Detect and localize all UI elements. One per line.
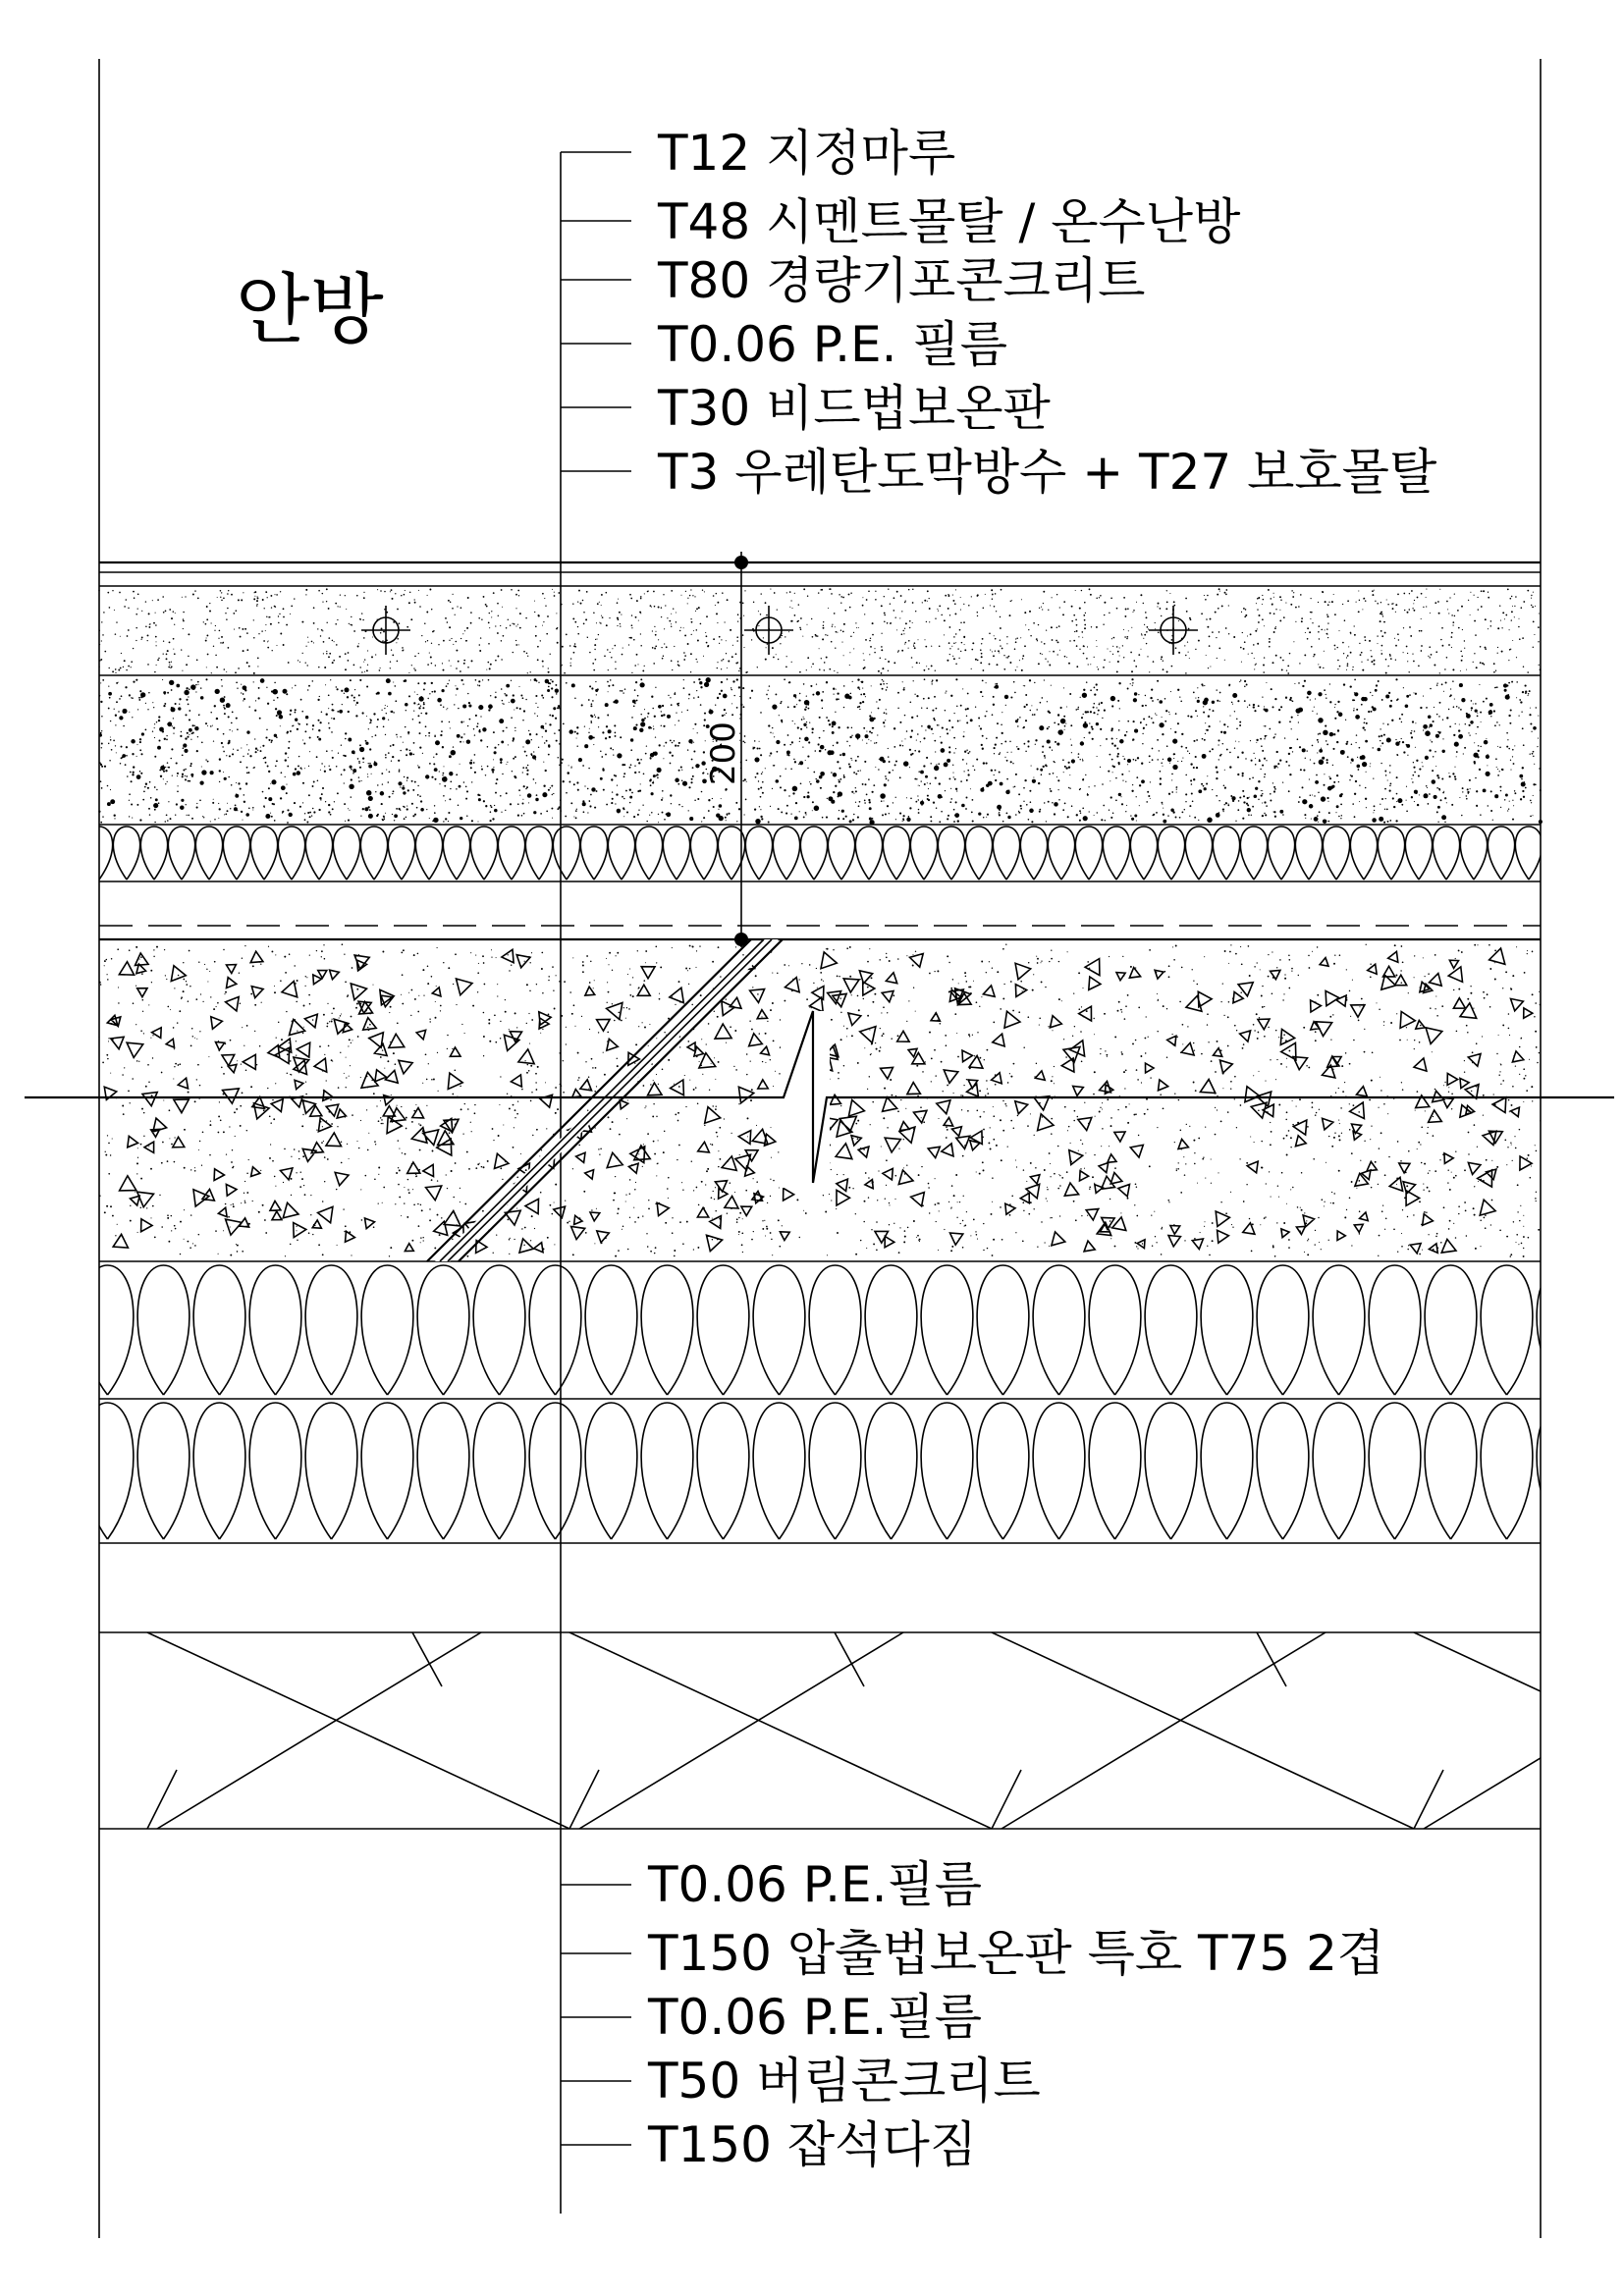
heating-pipe-symbols — [361, 606, 1198, 655]
bottom-label-1: T0.06 P.E.필름 — [648, 1856, 983, 1913]
foam-concrete-hatch — [98, 677, 1543, 825]
top-layer-labels — [561, 125, 1437, 501]
bead-insulation-hatch — [85, 827, 1569, 880]
bottom-layer-labels — [561, 1856, 1384, 2173]
layer-boundaries — [99, 562, 1541, 1829]
mortar-hatch — [98, 588, 1541, 674]
top-label-3: T80 경량기포콘크리트 — [658, 252, 1146, 309]
gravel-hatch — [147, 1632, 1624, 1829]
dimension-dot-top — [734, 556, 748, 569]
dimension-value: 200 — [704, 721, 743, 785]
room-label: 안방 — [236, 266, 384, 354]
xps-insulation-hatch — [81, 1265, 1589, 1539]
waterproof-strip — [427, 939, 783, 1261]
heating-pipe-icon — [744, 606, 793, 655]
top-label-2: T48 시멘트몰탈 / 온수난방 — [658, 193, 1241, 250]
bottom-label-2: T150 압출법보온판 특호 T75 2겹 — [648, 1925, 1385, 1982]
top-label-4: T0.06 P.E. 필름 — [658, 316, 1007, 373]
bottom-label-4: T50 버림콘크리트 — [648, 2053, 1041, 2109]
heating-pipe-icon — [1149, 606, 1198, 655]
bottom-label-5: T150 잡석다짐 — [648, 2116, 978, 2173]
top-label-5: T30 비드법보온판 — [658, 380, 1051, 437]
bottom-label-3: T0.06 P.E.필름 — [648, 1989, 983, 2046]
top-label-6: T3 우레탄도막방수 + T27 보호몰탈 — [658, 444, 1437, 501]
dimension-200 — [704, 552, 748, 947]
top-label-1: T12 지정마루 — [658, 125, 956, 182]
